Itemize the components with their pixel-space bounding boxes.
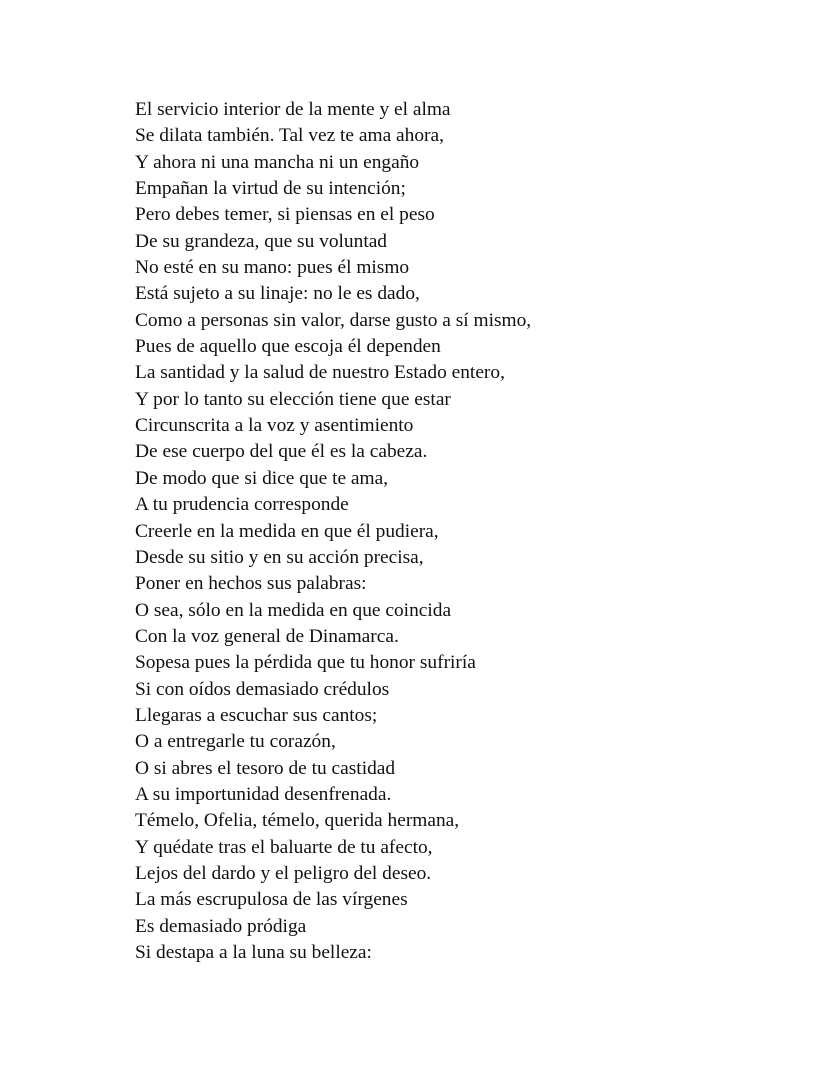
poem-line: Empañan la virtud de su intención; xyxy=(135,178,406,200)
poem-line: De ese cuerpo del que él es la cabeza. xyxy=(135,441,428,463)
poem-line: O a entregarle tu corazón, xyxy=(135,731,336,753)
poem-line: La santidad y la salud de nuestro Estado entero, xyxy=(135,362,505,384)
poem-line: Es demasiado pródiga xyxy=(135,915,307,937)
poem-line: Creerle en la medida en que él pudiera, xyxy=(135,520,439,542)
poem-line: A tu prudencia corresponde xyxy=(135,494,349,516)
poem-line: Pero debes temer, si piensas en el peso xyxy=(135,204,435,226)
poem-line: Poner en hechos sus palabras: xyxy=(135,573,367,595)
poem-line: Y por lo tanto su elección tiene que estar xyxy=(135,388,451,410)
poem-line: Pues de aquello que escoja él dependen xyxy=(135,336,441,358)
poem-line: Como a personas sin valor, darse gusto a sí mismo, xyxy=(135,309,532,331)
poem-line: O si abres el tesoro de tu castidad xyxy=(135,757,396,779)
poem-line: No esté en su mano: pues él mismo xyxy=(135,257,410,279)
poem-line: Y ahora ni una mancha ni un engaño xyxy=(135,151,420,173)
poem-line: Con la voz general de Dinamarca. xyxy=(135,625,399,647)
poem-line: Llegaras a escuchar sus cantos; xyxy=(135,704,378,726)
poem-line: De modo que si dice que te ama, xyxy=(135,467,389,489)
poem-line: De su grandeza, que su voluntad xyxy=(135,230,388,252)
poem-line: Sopesa pues la pérdida que tu honor sufriría xyxy=(135,652,476,674)
poem-line: Y quédate tras el baluarte de tu afecto, xyxy=(135,836,433,858)
poem-line: La más escrupulosa de las vírgenes xyxy=(135,889,408,911)
poem-line: Se dilata también. Tal vez te ama ahora, xyxy=(135,125,444,147)
poem-line: A su importunidad desenfrenada. xyxy=(135,783,392,805)
poem-line: O sea, sólo en la medida en que coincida xyxy=(135,599,452,621)
poem-line: Está sujeto a su linaje: no le es dado, xyxy=(135,283,420,305)
poem-line: Circunscrita a la voz y asentimiento xyxy=(135,415,414,437)
poem-line: Si con oídos demasiado crédulos xyxy=(135,678,390,700)
poem-text xyxy=(135,97,531,966)
poem-line: Si destapa a la luna su belleza: xyxy=(135,942,372,963)
poem-line: El servicio interior de la mente y el alma xyxy=(135,99,451,120)
poem-line: Desde su sitio y en su acción precisa, xyxy=(135,546,424,568)
poem-line: Lejos del dardo y el peligro del deseo. xyxy=(135,862,432,884)
poem-line: Témelo, Ofelia, témelo, querida hermana, xyxy=(135,810,460,832)
